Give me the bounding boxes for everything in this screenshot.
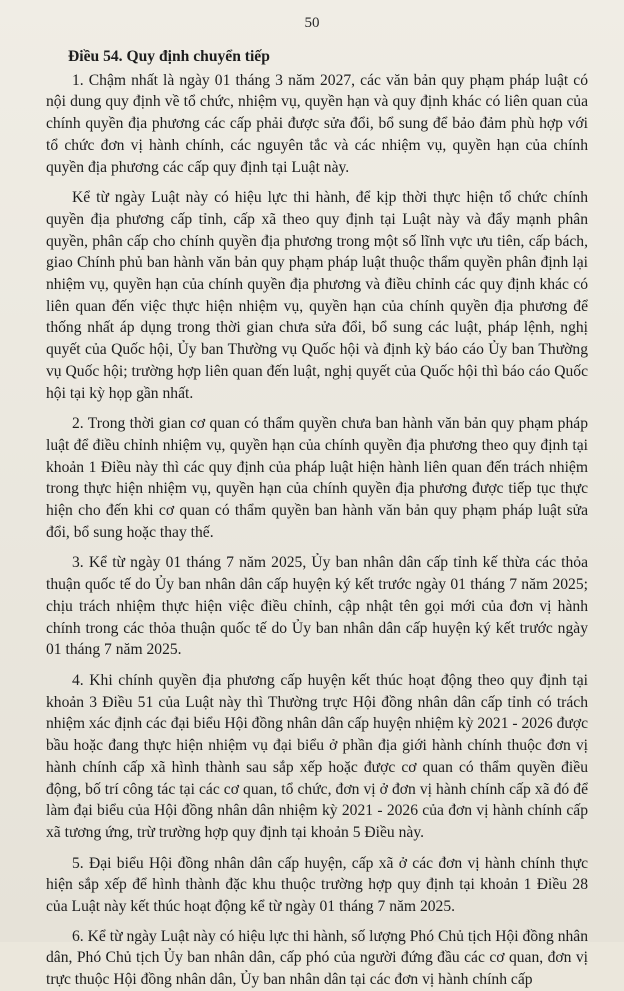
page-number: 50 <box>304 15 320 31</box>
paragraph-clause-4: 4. Khi chính quyền địa phương cấp huyện kết thúc hoạt động theo quy định tại khoản 3 Điều 51 của Luật này thì Thường trực Hội đồng nhân dân cấp tỉnh có trách nhiệm xác định các đại biểu Hội đồng nhân dân cấp huyện nhiệm kỳ 2021 - 2026 được bầu hoặc đang thực hiện nhiệm vụ đại biểu ở phần địa giới hành chính thuộc đơn vị hành chính cấp xã hình thành sau sắp xếp hoặc được cơ quan có thẩm quyền điều động, bố trí công tác tại các cơ quan, tổ chức, đơn vị ở đơn vị hành chính cấp xã đó để làm đại biểu của Hội đồng nhân dân nhiệm kỳ 2021 - 2026 của đơn vị hành chính cấp xã tương ứng, trừ trường hợp quy định tại khoản 5 Điều này. <box>46 671 588 841</box>
article-body <box>46 46 588 991</box>
paragraph-clause-5: 5. Đại biểu Hội đồng nhân dân cấp huyện, cấp xã ở các đơn vị hành chính thực hiện sắp xếp để hình thành đặc khu thuộc trường hợp quy định tại khoản 1 Điều 28 của Luật này kết thúc hoạt động kể từ ngày 01 tháng 7 năm 2025. <box>46 854 588 916</box>
paragraph-clause-3: 3. Kể từ ngày 01 tháng 7 năm 2025, Ủy ban nhân dân cấp tỉnh kế thừa các thỏa thuận quốc tế do Ủy ban nhân dân cấp huyện ký kết trước ngày 01 tháng 7 năm 2025; chịu trách nhiệm thực hiện việc điều chỉnh, cập nhật tên gọi mới của đơn vị hành chính trong các thỏa thuận quốc tế do Ủy ban nhân dân cấp huyện ký kết trước ngày 01 tháng 7 năm 2025. <box>46 554 588 659</box>
paragraph-clause-1: 1. Chậm nhất là ngày 01 tháng 3 năm 2027, các văn bản quy phạm pháp luật có nội dung quy định về tổ chức, nhiệm vụ, quyền hạn và quy định khác có liên quan của chính quyền địa phương các cấp phải được sửa đổi, bổ sung để bảo đảm phù hợp với tổ chức đơn vị hành chính, các nguyên tắc và các nhiệm vụ, quyền hạn của chính quyền địa phương các cấp quy định tại Luật này. <box>46 71 588 176</box>
paragraph-clause-6: 6. Kể từ ngày Luật này có hiệu lực thi hành, số lượng Phó Chủ tịch Hội đồng nhân dân, Phó Chủ tịch Ủy ban nhân dân, cấp phó của người đứng đầu các cơ quan, đơn vị trực thuộc Hội đồng nhân dân, Ủy ban nhân dân tại các đơn vị hành chính cấp <box>46 927 588 989</box>
paragraph-clause-1-continued: Kể từ ngày Luật này có hiệu lực thi hành, để kịp thời thực hiện tổ chức chính quyền địa phương cấp tỉnh, cấp xã theo quy định tại Luật này và đẩy mạnh phân quyền, phân cấp cho chính quyền địa phương trong một số lĩnh vực ưu tiên, cấp bách, giao Chính phủ ban hành văn bản quy phạm pháp luật thuộc thẩm quyền phân định lại nhiệm vụ, quyền hạn của chính quyền địa phương và điều chỉnh các quy định khác có liên quan đến việc thực hiện nhiệm vụ, quyền hạn của chính quyền địa phương để thống nhất áp dụng trong thời gian chưa sửa đổi, bổ sung các luật, pháp lệnh, nghị quyết của Quốc hội, Ủy ban Thường vụ Quốc hội và định kỳ báo cáo Ủy ban Thường vụ Quốc hội; trường hợp liên quan đến luật, nghị quyết của Quốc hội thì báo cáo Quốc hội tại kỳ họp gần nhất. <box>46 189 588 402</box>
article-heading: Điều 54. Quy định chuyển tiếp <box>68 48 270 65</box>
paragraph-clause-2: 2. Trong thời gian cơ quan có thẩm quyền chưa ban hành văn bản quy phạm pháp luật để điều chỉnh nhiệm vụ, quyền hạn của chính quyền địa phương theo quy định tại khoản 1 Điều này thì các quy định của pháp luật hiện hành liên quan đến trách nhiệm trong thực hiện nhiệm vụ, quyền hạn của chính quyền địa phương được tiếp tục thực hiện cho đến khi cơ quan có thẩm quyền ban hành văn bản quy phạm pháp luật sửa đổi, bổ sung hoặc thay thế. <box>46 415 588 541</box>
